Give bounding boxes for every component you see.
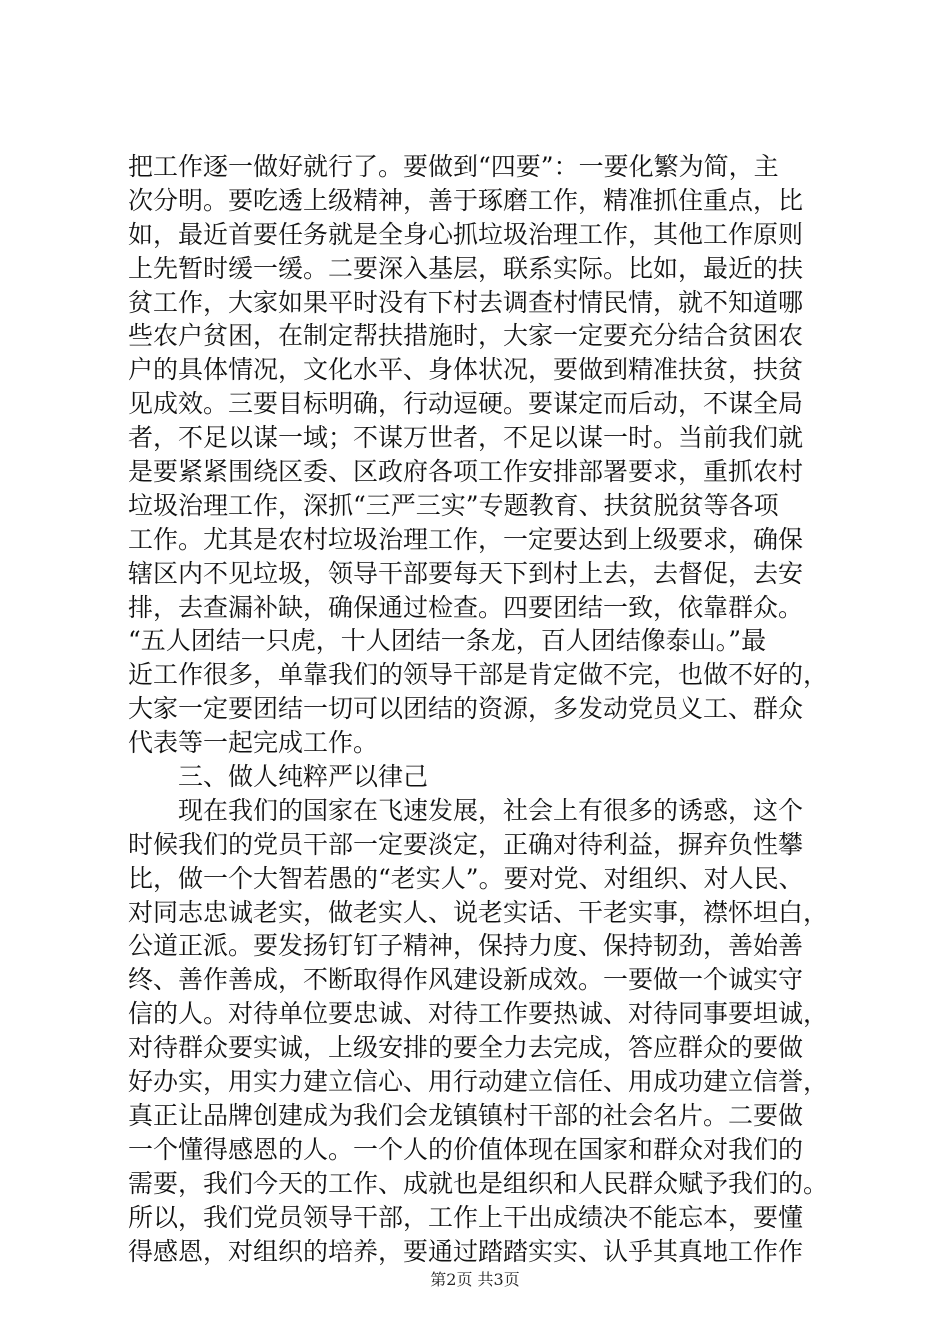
text-line: “五人团结一只虎，十人团结一条龙，百人团结像泰山。”最 [128, 626, 767, 656]
text-line: 是要紧紧围绕区委、区政府各项工作安排部署要求，重抓农村 [128, 457, 804, 487]
text-line: 现在我们的国家在飞速发展，社会上有很多的诱惑，这个 [128, 795, 804, 825]
text-line: 辖区内不见垃圾，领导干部要每天下到村上去，去督促，去安 [128, 558, 804, 588]
text-line: 贫工作，大家如果平时没有下村去调查村情民情，就不知道哪 [128, 287, 804, 317]
text-line: 工作。尤其是农村垃圾治理工作，一定要达到上级要求，确保 [128, 524, 804, 554]
text-line: 得感恩，对组织的培养，要通过踏踏实实、认乎其真地工作作 [128, 1236, 804, 1266]
text-line: 者，不足以谋一域；不谋万世者，不足以谋一时。当前我们就 [128, 423, 804, 453]
text-line: 终、善作善成，不断取得作风建设新成效。一要做一个诚实守 [128, 965, 804, 995]
text-line: 次分明。要吃透上级精神，善于琢磨工作，精准抓住重点，比 [128, 185, 804, 215]
document-body [128, 150, 840, 1268]
page-footer: 第2页 共3页 [430, 1270, 520, 1289]
text-line: 上先暂时缓一缓。二要深入基层，联系实际。比如，最近的扶 [128, 253, 804, 283]
text-line: 些农户贫困，在制定帮扶措施时，大家一定要充分结合贫困农 [128, 321, 804, 351]
text-line: 比，做一个大智若愚的“老实人”。要对党、对组织、对人民、 [128, 863, 804, 893]
text-line: 一个懂得感恩的人。一个人的价值体现在国家和群众对我们的 [128, 1134, 804, 1164]
text-line: 所以，我们党员领导干部，工作上干出成绩决不能忘本，要懂 [128, 1202, 804, 1232]
text-line: 近工作很多，单靠我们的领导干部是肯定做不完，也做不好的， [128, 660, 829, 690]
text-line: 见成效。三要目标明确，行动逗硬。要谋定而后动，不谋全局 [128, 389, 804, 419]
text-line: 三、做人纯粹严以律己 [128, 762, 429, 792]
text-line: 大家一定要团结一切可以团结的资源，多发动党员义工、群众 [128, 694, 804, 724]
text-line: 对同志忠诚老实，做老实人、说老实话、干老实事，襟怀坦白， [128, 897, 829, 927]
text-line: 排，去查漏补缺，确保通过检查。四要团结一致，依靠群众。 [128, 592, 804, 622]
text-line: 好办实，用实力建立信心、用行动建立信任、用成功建立信誉， [128, 1067, 829, 1097]
text-line: 户的具体情况，文化水平、身体状况，要做到精准扶贫，扶贫 [128, 355, 804, 385]
text-line: 对待群众要实诚，上级安排的要全力去完成，答应群众的要做 [128, 1033, 804, 1063]
text-line: 如，最近首要任务就是全身心抓垃圾治理工作，其他工作原则 [128, 219, 804, 249]
text-line: 公道正派。要发扬钉钉子精神，保持力度、保持韧劲，善始善 [128, 931, 804, 961]
text-line: 把工作逐一做好就行了。要做到“四要”：一要化繁为简，主 [128, 152, 779, 181]
text-line: 信的人。对待单位要忠诚、对待工作要热诚、对待同事要坦诚， [128, 999, 829, 1029]
text-line: 时候我们的党员干部一定要淡定，正确对待利益，摒弃负性攀 [128, 829, 804, 859]
text-line: 真正让品牌创建成为我们会龙镇镇村干部的社会名片。二要做 [128, 1100, 804, 1130]
text-line: 需要，我们今天的工作、成就也是组织和人民群众赋予我们的。 [128, 1168, 829, 1198]
text-line: 代表等一起完成工作。 [128, 728, 379, 758]
text-line: 垃圾治理工作，深抓“三严三实”专题教育、扶贫脱贫等各项 [128, 490, 779, 520]
